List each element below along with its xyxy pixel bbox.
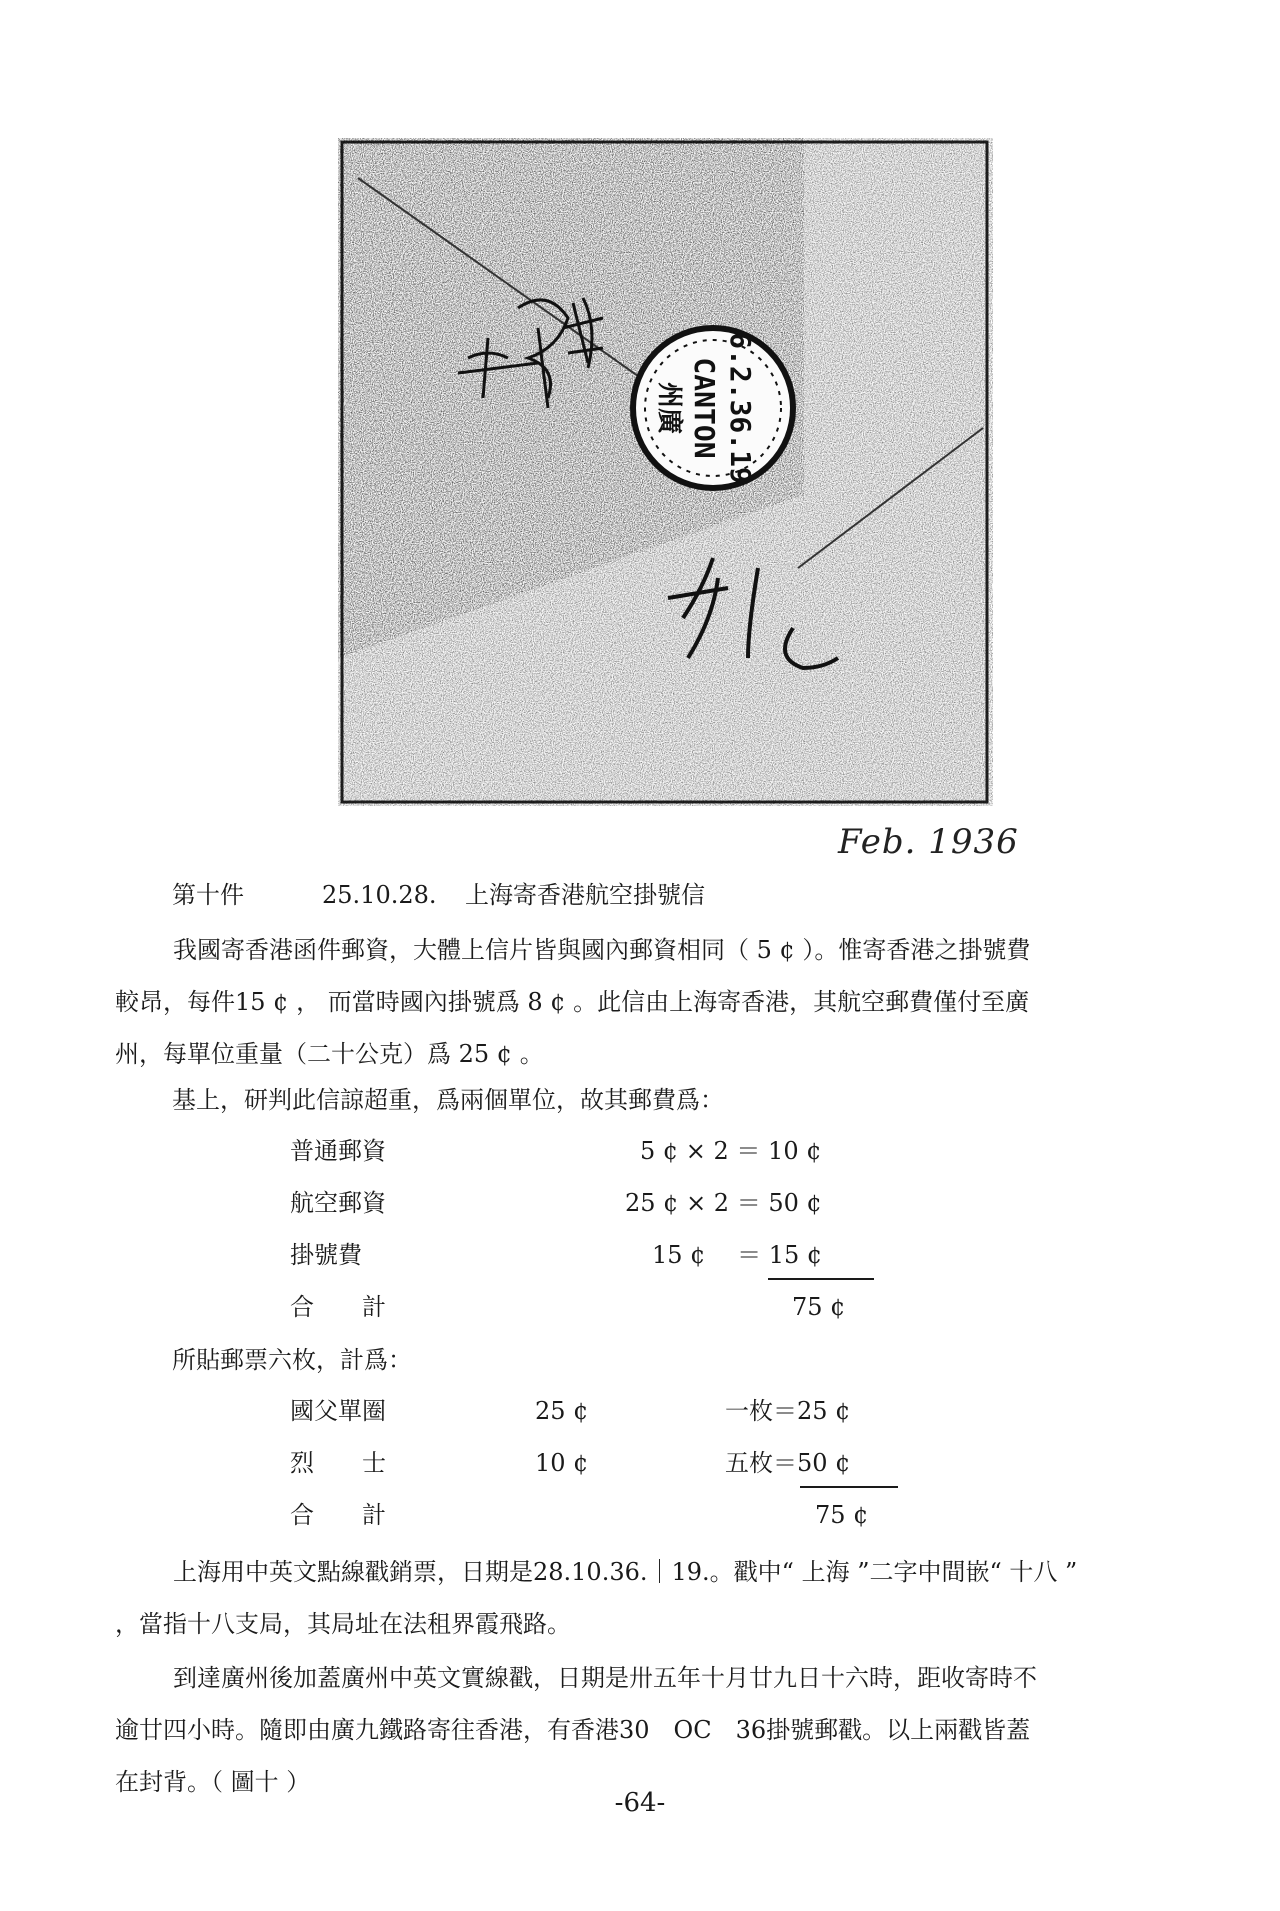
postage-row-label: 航空郵資	[290, 1189, 386, 1217]
paragraph-line: 我國寄香港函件郵資，大體上信片皆與國內郵資相同（ 5 ¢ ）。惟寄香港之掛號費	[173, 936, 1031, 964]
sum-rule	[800, 1486, 898, 1488]
postage-row-calc: 25 ¢ × 2 ＝ 50 ¢	[625, 1189, 822, 1217]
paragraph-postage-rates	[115, 924, 1220, 1080]
paragraph-shanghai-postmark	[115, 1546, 1220, 1650]
stamp-row-label: 烈 士	[290, 1449, 386, 1477]
stamp-row-count: 五枚＝50 ¢	[725, 1449, 851, 1477]
paragraph-canton-postmark	[115, 1652, 1220, 1808]
postage-total-label: 合 計	[290, 1293, 386, 1321]
item-date: 25.10.28.	[322, 881, 437, 909]
paragraph-line: 逾廿四小時。隨即由廣九鐵路寄往香港，有香港30 OC 36掛號郵戳。以上兩戳皆蓋	[115, 1716, 1031, 1744]
postmark-chinese: 州廣	[654, 381, 684, 435]
paragraph-line: 上海用中英文點線戳銷票，日期是28.10.36.｜19.。戳中“ 上海 ”二字中間嵌“ 十八 ”	[173, 1558, 1078, 1586]
envelope-scan-image	[338, 138, 993, 806]
stamps-total-label: 合 計	[290, 1501, 386, 1529]
stamp-row-count: 一枚＝25 ¢	[725, 1397, 851, 1425]
postage-row-calc: 15 ¢ ＝ 15 ¢	[652, 1241, 823, 1269]
paragraph-line: 在封背。（ 圖十 ）	[115, 1768, 311, 1796]
stamp-row-label: 國父單圈	[290, 1397, 386, 1425]
postage-row-label: 掛號費	[290, 1241, 362, 1269]
envelope-figure	[338, 138, 993, 806]
paragraph-line: ，當指十八支局，其局址在法租界霞飛路。	[115, 1610, 571, 1638]
paragraph-line: 州，每單位重量（二十公克）爲 25 ¢ 。	[115, 1040, 544, 1068]
paragraph-line: 到達廣州後加蓋廣州中英文實線戳，日期是卅五年十月廿九日十六時，距收寄時不	[173, 1664, 1037, 1692]
paragraph-stamps-intro: 所貼郵票六枚，計爲：	[172, 1346, 412, 1374]
item-title: 上海寄香港航空掛號信	[465, 881, 705, 909]
stamps-total-value: 75 ¢	[815, 1501, 869, 1529]
page-number: -64-	[614, 1788, 666, 1818]
item-number: 第十件	[172, 881, 244, 909]
stamp-row-value: 25 ¢	[535, 1397, 589, 1425]
postage-row-calc: 5 ¢ × 2 ＝ 10 ¢	[640, 1137, 822, 1165]
paragraph-line: 較昂，每件15 ¢ ， 而當時國內掛號爲 8 ¢ 。此信由上海寄香港，其航空郵費僅付至廣	[115, 988, 1030, 1016]
paragraph-fee-intro: 基上，研判此信諒超重，爲兩個單位，故其郵費爲：	[172, 1086, 724, 1114]
stamp-row-value: 10 ¢	[535, 1449, 589, 1477]
postmark-date: 6.2.36.19	[724, 332, 757, 484]
sum-rule	[768, 1278, 874, 1280]
handwritten-date-note: Feb. 1936	[838, 822, 1019, 862]
postage-row-label: 普通郵資	[290, 1137, 386, 1165]
postmark-city: CANTON	[688, 357, 721, 459]
postage-total-value: 75 ¢	[792, 1293, 846, 1321]
canton-postmark	[633, 328, 793, 488]
